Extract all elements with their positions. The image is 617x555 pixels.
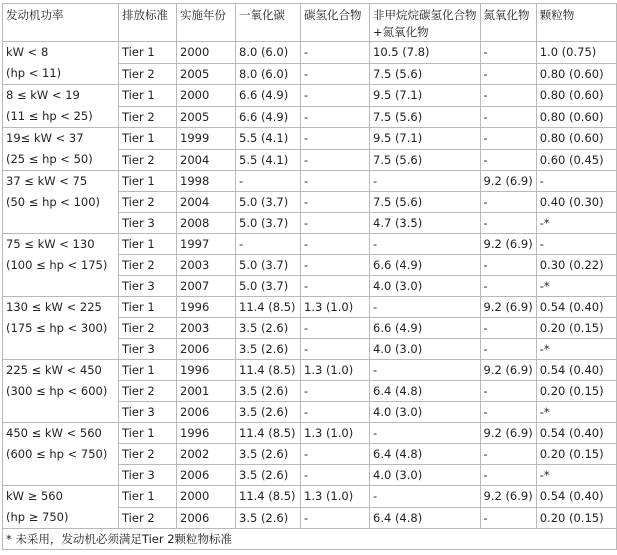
header-nmhc-line-1: 非甲烷烷碳氢化合物 (373, 8, 477, 22)
cell-pm: 0.20 (0.15) (536, 507, 616, 529)
cell-nmhc-nox: 7.5 (5.6) (370, 192, 481, 213)
cell-hc: - (301, 276, 370, 297)
cell-co: 5.5 (4.1) (236, 149, 301, 171)
table-row (3, 128, 617, 150)
engine-power-line: 130 ≤ kW < 225 (6, 300, 102, 314)
cell-engine-power (3, 360, 119, 423)
cell-nox: - (480, 106, 536, 128)
cell-nmhc-nox: 7.5 (5.6) (370, 106, 481, 128)
cell-year: 2006 (177, 402, 236, 423)
cell-pm: -* (536, 276, 616, 297)
cell-pm: 0.54 (0.40) (536, 486, 616, 508)
cell-standard: Tier 1 (119, 360, 177, 381)
cell-standard: Tier 1 (119, 171, 177, 192)
cell-year: 2000 (177, 486, 236, 508)
cell-co: - (236, 234, 301, 255)
cell-standard: Tier 3 (119, 402, 177, 423)
cell-nox: - (480, 465, 536, 486)
cell-nmhc-nox: 9.5 (7.1) (370, 85, 481, 107)
engine-power-line: (25 ≤ hp < 50) (6, 152, 93, 166)
cell-engine-power (3, 234, 119, 297)
cell-standard: Tier 2 (119, 318, 177, 339)
cell-standard: Tier 1 (119, 42, 177, 64)
table-row (3, 360, 617, 381)
cell-nox: - (480, 213, 536, 234)
cell-standard: Tier 1 (119, 297, 177, 318)
cell-pm: 0.20 (0.15) (536, 318, 616, 339)
cell-standard: Tier 3 (119, 465, 177, 486)
cell-hc: - (301, 128, 370, 150)
cell-pm: 0.54 (0.40) (536, 360, 616, 381)
cell-nmhc-nox: 4.0 (3.0) (370, 402, 481, 423)
cell-hc: - (301, 339, 370, 360)
cell-hc: - (301, 192, 370, 213)
cell-standard: Tier 1 (119, 85, 177, 107)
cell-nox: - (480, 192, 536, 213)
cell-hc: - (301, 402, 370, 423)
cell-year: 2008 (177, 213, 236, 234)
cell-pm: 1.0 (0.75) (536, 42, 616, 64)
cell-year: 2004 (177, 149, 236, 171)
cell-pm: -* (536, 213, 616, 234)
cell-pm: - (536, 234, 616, 255)
cell-nmhc-nox: - (370, 486, 481, 508)
cell-nmhc-nox: 7.5 (5.6) (370, 63, 481, 85)
footnote-row (3, 529, 617, 550)
cell-co: 5.0 (3.7) (236, 192, 301, 213)
header-nmhc-nox (370, 4, 481, 42)
table-body (3, 42, 617, 529)
header-implementation-year: 实施年份 (177, 4, 236, 42)
cell-co: 8.0 (6.0) (236, 42, 301, 64)
cell-hc: - (301, 318, 370, 339)
cell-co: 11.4 (8.5) (236, 486, 301, 508)
cell-co: 3.5 (2.6) (236, 318, 301, 339)
engine-power-line: 8 ≤ kW < 19 (6, 88, 80, 102)
engine-power-line: (11 ≤ hp < 25) (6, 109, 93, 123)
cell-co: 6.6 (4.9) (236, 106, 301, 128)
cell-nox: 9.2 (6.9) (480, 171, 536, 192)
cell-engine-power (3, 486, 119, 529)
cell-standard: Tier 2 (119, 381, 177, 402)
cell-nmhc-nox: 10.5 (7.8) (370, 42, 481, 64)
cell-hc: - (301, 381, 370, 402)
cell-year: 2007 (177, 276, 236, 297)
cell-standard: Tier 3 (119, 339, 177, 360)
cell-nox: - (480, 42, 536, 64)
cell-nox: - (480, 444, 536, 465)
table-row (3, 42, 617, 64)
cell-co: - (236, 171, 301, 192)
cell-co: 3.5 (2.6) (236, 444, 301, 465)
cell-hc: - (301, 171, 370, 192)
cell-standard: Tier 1 (119, 486, 177, 508)
cell-pm: 0.30 (0.22) (536, 255, 616, 276)
cell-standard: Tier 2 (119, 149, 177, 171)
header-pm: 颗粒物 (536, 4, 616, 42)
cell-co: 3.5 (2.6) (236, 381, 301, 402)
header-hc: 碳氢化合物 (301, 4, 370, 42)
cell-pm: 0.40 (0.30) (536, 192, 616, 213)
cell-standard: Tier 3 (119, 213, 177, 234)
cell-nmhc-nox: - (370, 360, 481, 381)
cell-pm: 0.20 (0.15) (536, 444, 616, 465)
cell-year: 2003 (177, 318, 236, 339)
engine-power-line: (hp < 11) (6, 66, 62, 80)
cell-co: 3.5 (2.6) (236, 465, 301, 486)
emissions-standards-table (2, 3, 617, 550)
footnote: * 未采用，发动机必须满足Tier 2颗粒物标准 (3, 529, 617, 550)
cell-hc: - (301, 444, 370, 465)
cell-standard: Tier 2 (119, 106, 177, 128)
cell-nox: 9.2 (6.9) (480, 423, 536, 444)
engine-power-line: 19≤ kW < 37 (6, 131, 84, 145)
cell-year: 2006 (177, 507, 236, 529)
cell-engine-power (3, 423, 119, 486)
cell-nmhc-nox: 7.5 (5.6) (370, 149, 481, 171)
cell-co: 5.5 (4.1) (236, 128, 301, 150)
cell-nmhc-nox: 6.4 (4.8) (370, 444, 481, 465)
cell-hc: - (301, 106, 370, 128)
cell-co: 3.5 (2.6) (236, 339, 301, 360)
header-row (3, 4, 617, 42)
cell-engine-power (3, 42, 119, 85)
engine-power-line: 37 ≤ kW < 75 (6, 174, 88, 188)
engine-power-line: (600 ≤ hp < 750) (6, 447, 108, 461)
cell-engine-power (3, 85, 119, 128)
cell-nox: - (480, 507, 536, 529)
cell-year: 2003 (177, 255, 236, 276)
cell-year: 1998 (177, 171, 236, 192)
cell-pm: - (536, 171, 616, 192)
cell-nmhc-nox: 6.6 (4.9) (370, 318, 481, 339)
cell-nmhc-nox: 9.5 (7.1) (370, 128, 481, 150)
cell-hc: 1.3 (1.0) (301, 423, 370, 444)
cell-pm: 0.54 (0.40) (536, 423, 616, 444)
cell-engine-power (3, 297, 119, 360)
cell-nmhc-nox: 6.4 (4.8) (370, 381, 481, 402)
table-row (3, 171, 617, 192)
cell-co: 11.4 (8.5) (236, 360, 301, 381)
cell-year: 2002 (177, 444, 236, 465)
table-row (3, 486, 617, 508)
table-row (3, 234, 617, 255)
engine-power-line: (300 ≤ hp < 600) (6, 384, 108, 398)
engine-power-line: (50 ≤ hp < 100) (6, 195, 101, 209)
cell-pm: 0.80 (0.60) (536, 85, 616, 107)
engine-power-line: (hp ≥ 750) (6, 510, 69, 524)
engine-power-line: 75 ≤ kW < 130 (6, 237, 95, 251)
cell-engine-power (3, 128, 119, 171)
cell-hc: - (301, 42, 370, 64)
cell-hc: - (301, 149, 370, 171)
cell-nox: - (480, 85, 536, 107)
engine-power-line: kW ≥ 560 (6, 489, 63, 503)
cell-engine-power (3, 171, 119, 234)
cell-hc: 1.3 (1.0) (301, 297, 370, 318)
cell-co: 6.6 (4.9) (236, 85, 301, 107)
table-row (3, 423, 617, 444)
cell-nox: - (480, 276, 536, 297)
cell-year: 2006 (177, 339, 236, 360)
cell-pm: 0.80 (0.60) (536, 128, 616, 150)
cell-year: 2005 (177, 63, 236, 85)
header-nox: 氮氧化物 (480, 4, 536, 42)
cell-nox: 9.2 (6.9) (480, 297, 536, 318)
cell-standard: Tier 1 (119, 423, 177, 444)
cell-hc: - (301, 63, 370, 85)
cell-nox: - (480, 318, 536, 339)
cell-nox: - (480, 63, 536, 85)
cell-year: 2005 (177, 106, 236, 128)
cell-nmhc-nox: 4.0 (3.0) (370, 465, 481, 486)
engine-power-line: kW < 8 (6, 45, 49, 59)
cell-year: 1996 (177, 297, 236, 318)
cell-nox: - (480, 255, 536, 276)
cell-nmhc-nox: - (370, 171, 481, 192)
cell-nox: - (480, 339, 536, 360)
cell-co: 5.0 (3.7) (236, 276, 301, 297)
cell-pm: 0.80 (0.60) (536, 106, 616, 128)
header-engine-power: 发动机功率 (3, 4, 119, 42)
engine-power-line: (175 ≤ hp < 300) (6, 321, 108, 335)
cell-hc: - (301, 234, 370, 255)
engine-power-line: (100 ≤ hp < 175) (6, 258, 108, 272)
cell-year: 1996 (177, 423, 236, 444)
cell-nox: - (480, 149, 536, 171)
table-row (3, 297, 617, 318)
cell-nox: 9.2 (6.9) (480, 486, 536, 508)
cell-co: 5.0 (3.7) (236, 255, 301, 276)
cell-co: 8.0 (6.0) (236, 63, 301, 85)
table-row (3, 85, 617, 107)
cell-standard: Tier 2 (119, 63, 177, 85)
engine-power-line: 225 ≤ kW < 450 (6, 363, 102, 377)
cell-pm: 0.54 (0.40) (536, 297, 616, 318)
cell-nmhc-nox: 6.4 (4.8) (370, 507, 481, 529)
cell-year: 2000 (177, 85, 236, 107)
cell-year: 2006 (177, 465, 236, 486)
cell-pm: 0.60 (0.45) (536, 149, 616, 171)
cell-nox: - (480, 128, 536, 150)
cell-nmhc-nox: - (370, 297, 481, 318)
cell-nmhc-nox: 4.7 (3.5) (370, 213, 481, 234)
cell-hc: 1.3 (1.0) (301, 486, 370, 508)
cell-hc: - (301, 255, 370, 276)
cell-co: 11.4 (8.5) (236, 423, 301, 444)
cell-year: 2004 (177, 192, 236, 213)
cell-pm: -* (536, 402, 616, 423)
cell-standard: Tier 2 (119, 507, 177, 529)
header-nmhc-line-2: +氮氧化物 (373, 25, 429, 39)
cell-standard: Tier 1 (119, 234, 177, 255)
cell-year: 2001 (177, 381, 236, 402)
cell-hc: 1.3 (1.0) (301, 360, 370, 381)
cell-standard: Tier 2 (119, 192, 177, 213)
cell-pm: 0.20 (0.15) (536, 381, 616, 402)
cell-co: 5.0 (3.7) (236, 213, 301, 234)
cell-standard: Tier 2 (119, 444, 177, 465)
cell-hc: - (301, 465, 370, 486)
cell-nmhc-nox: - (370, 423, 481, 444)
cell-nmhc-nox: 4.0 (3.0) (370, 276, 481, 297)
cell-year: 1997 (177, 234, 236, 255)
cell-year: 1999 (177, 128, 236, 150)
cell-standard: Tier 2 (119, 255, 177, 276)
header-co: 一氧化碳 (236, 4, 301, 42)
cell-standard: Tier 1 (119, 128, 177, 150)
cell-year: 1996 (177, 360, 236, 381)
cell-nox: 9.2 (6.9) (480, 234, 536, 255)
cell-co: 11.4 (8.5) (236, 297, 301, 318)
cell-nmhc-nox: 4.0 (3.0) (370, 339, 481, 360)
cell-nmhc-nox: 6.6 (4.9) (370, 255, 481, 276)
cell-nox: - (480, 381, 536, 402)
emissions-table-container (2, 3, 617, 550)
cell-pm: -* (536, 465, 616, 486)
cell-nox: 9.2 (6.9) (480, 360, 536, 381)
cell-co: 3.5 (2.6) (236, 402, 301, 423)
cell-nmhc-nox: - (370, 234, 481, 255)
cell-pm: -* (536, 339, 616, 360)
cell-hc: - (301, 213, 370, 234)
cell-hc: - (301, 85, 370, 107)
cell-standard: Tier 3 (119, 276, 177, 297)
header-emission-standard: 排放标准 (119, 4, 177, 42)
cell-nox: - (480, 402, 536, 423)
cell-year: 2000 (177, 42, 236, 64)
engine-power-line: 450 ≤ kW < 560 (6, 426, 102, 440)
cell-co: 3.5 (2.6) (236, 507, 301, 529)
cell-hc: - (301, 507, 370, 529)
cell-pm: 0.80 (0.60) (536, 63, 616, 85)
